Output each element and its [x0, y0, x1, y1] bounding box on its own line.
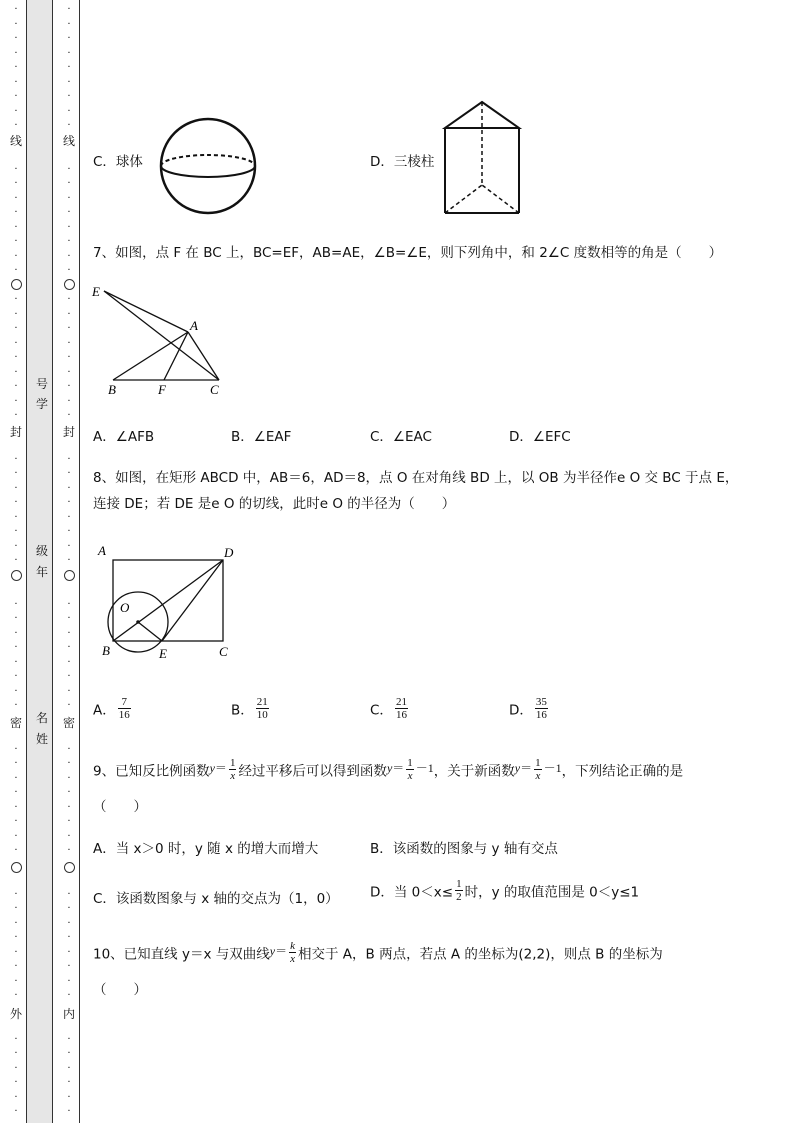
margin-dot: · [67, 555, 71, 566]
q9-option-d-fraction: $\frac{1}{2}$ [456, 878, 462, 903]
right-mark-circle [64, 279, 75, 290]
margin-dot: · [14, 207, 18, 218]
margin-dot: · [67, 1077, 71, 1088]
margin-dot: · [14, 540, 18, 552]
margin-dot: · [67, 1062, 71, 1074]
margin-dot: · [14, 33, 18, 44]
margin-dot: · [14, 1091, 18, 1103]
margin-dot: · [14, 47, 18, 59]
margin-dot: · [67, 482, 71, 494]
margin-dot: · [67, 250, 71, 262]
q8-label-a: A [98, 543, 106, 558]
q8-option-b-den: 10 [256, 709, 268, 721]
left-mark-circle [11, 570, 22, 581]
q8-option-d-fraction [535, 696, 548, 721]
margin-dot: · [67, 323, 71, 334]
q8-option-a-label: A． [93, 702, 116, 719]
margin-dot: · [14, 613, 18, 624]
margin-dot: · [14, 91, 18, 102]
margin-dot: · [67, 671, 71, 682]
q8-option-a [93, 696, 133, 721]
q8-figure [94, 540, 242, 664]
margin-dot: · [14, 221, 18, 233]
margin-dot: · [67, 236, 71, 247]
q9-formula-3: y＝ $\frac{1}{x}$ －1 [514, 757, 562, 782]
q6-option-d: D．三棱柱 [370, 154, 435, 170]
margin-dot: · [67, 816, 71, 827]
margin-dot: · [67, 4, 71, 15]
margin-dot: · [14, 526, 18, 537]
margin-dot: · [67, 468, 71, 479]
margin-dot: · [14, 482, 18, 494]
margin-dot: · [67, 656, 71, 668]
q8-text-line2: 连接 DE；若 DE 是e O 的切线，此时e O 的半径为（ ） [93, 496, 456, 512]
q7-label-c: C [210, 382, 219, 397]
margin-dot: · [67, 801, 71, 813]
margin-dot: · [14, 845, 18, 856]
margin-dot: · [67, 685, 71, 697]
margin-dot: · [67, 47, 71, 59]
margin-dot: · [67, 410, 71, 421]
margin-dot: · [14, 990, 18, 1001]
margin-dot: · [14, 250, 18, 262]
margin-dot: · [67, 192, 71, 204]
q10-formula: y＝ $\frac{k}{x}$ [269, 940, 295, 965]
margin-dot: · [67, 758, 71, 769]
margin-dot: · [67, 540, 71, 552]
margin-dot: · [67, 91, 71, 102]
q9-suffix: ，下列结论正确的是 [561, 763, 684, 780]
field-hao: 号 [35, 377, 48, 391]
margin-dot: · [67, 308, 71, 320]
margin-dot: · [67, 18, 71, 30]
q8-text-line1: 8、如图，在矩形 ABCD 中，AB＝6，AD＝8，点 O 在对角线 BD 上，以 OB 为半径作e O 交 BC 于点 E， [93, 470, 739, 486]
margin-dot: · [14, 932, 18, 943]
margin-dot: · [14, 366, 18, 378]
margin-dot: · [14, 888, 18, 900]
margin-dot: · [14, 453, 18, 465]
margin-dot: · [67, 1091, 71, 1103]
q9-paren: （ ） [93, 799, 147, 815]
q8-option-d [509, 696, 550, 721]
q7-option-c: C．∠EAC [370, 429, 432, 445]
field-xue: 学 [35, 397, 48, 411]
margin-dot: · [14, 381, 18, 392]
q7-label-b: B [108, 382, 116, 397]
margin-dot: · [67, 1033, 71, 1045]
margin-dot: · [67, 598, 71, 610]
q9-option-d-prefix: D．当 0＜x≤ [370, 884, 454, 901]
margin-dot: · [67, 1106, 71, 1117]
right-mark-circle [64, 570, 75, 581]
margin-dot: · [14, 323, 18, 334]
margin-dot: · [14, 671, 18, 682]
margin-dot: · [67, 381, 71, 392]
margin-dot: · [67, 294, 71, 305]
q8-option-a-fraction [118, 696, 131, 721]
margin-dot: · [67, 511, 71, 523]
q8-option-d-den: 16 [535, 709, 547, 721]
q9-formula-2: y＝ $\frac{1}{x}$ －1 [386, 757, 434, 782]
margin-dot: · [14, 917, 18, 929]
field-xing: 姓 [35, 732, 48, 746]
q7-label-e: E [92, 284, 100, 299]
margin-dot: · [67, 975, 71, 987]
right-mark-nei: 内 [62, 1007, 75, 1021]
margin-dot: · [14, 975, 18, 987]
q8-option-c-num: 21 [395, 696, 407, 708]
margin-dot: · [67, 917, 71, 929]
margin-dot: · [67, 903, 71, 914]
margin-dot: · [67, 961, 71, 972]
margin-dot: · [14, 758, 18, 769]
margin-dot: · [67, 62, 71, 73]
margin-dot: · [14, 1077, 18, 1088]
q10-prefix: 10、已知直线 y＝x 与双曲线 [93, 946, 270, 963]
margin-dot: · [67, 700, 71, 711]
margin-dot: · [14, 772, 18, 784]
margin-dot: · [14, 903, 18, 914]
q10-paren: （ ） [93, 982, 147, 998]
right-mark-xian: 线 [62, 134, 75, 148]
margin-dot: · [67, 627, 71, 639]
q9-option-d [370, 878, 639, 903]
margin-dot: · [67, 395, 71, 407]
left-mark-mi: 密 [9, 716, 22, 730]
margin-dot: · [67, 366, 71, 378]
margin-dot: · [14, 627, 18, 639]
margin-dot: · [14, 410, 18, 421]
margin-dot: · [14, 468, 18, 479]
q8-option-c-den: 16 [395, 709, 407, 721]
q8-label-o: O [120, 600, 130, 615]
margin-dot: · [14, 1033, 18, 1045]
q8-label-d: D [224, 545, 234, 560]
q9-mid1: 经过平移后可以得到函数 [238, 763, 387, 780]
field-nian: 年 [35, 565, 48, 579]
margin-dot: · [67, 265, 71, 276]
q7-label-f: F [158, 382, 166, 397]
margin-dot: · [67, 207, 71, 218]
margin-dot: · [14, 4, 18, 15]
q8-option-d-num: 35 [535, 696, 547, 708]
margin-dot: · [14, 178, 18, 189]
margin-dot: · [67, 178, 71, 189]
sphere-figure [158, 117, 260, 217]
margin-dot: · [14, 1062, 18, 1074]
q9-option-b: B．该函数的图象与 y 轴有交点 [370, 841, 558, 857]
margin-dot: · [67, 221, 71, 233]
margin-dot: · [14, 743, 18, 755]
margin-dot: · [14, 76, 18, 88]
margin-dot: · [14, 830, 18, 842]
margin-dot: · [67, 990, 71, 1001]
q7-text: 7、如图，点 F 在 BC 上，BC=EF，AB=AE，∠B=∠E，则下列角中，和 2∠C 度数相等的角是（ ） [93, 245, 723, 261]
field-ming: 名 [35, 711, 48, 725]
left-mark-circle [11, 279, 22, 290]
margin-dot: · [14, 352, 18, 363]
margin-dot: · [14, 1048, 18, 1059]
margin-dot: · [67, 453, 71, 465]
q8-option-c [370, 696, 410, 721]
q9-mid2: ，关于新函数 [433, 763, 515, 780]
margin-dot: · [14, 685, 18, 697]
margin-dot: · [14, 308, 18, 320]
q7-option-b: B．∠EAF [231, 429, 292, 445]
margin-dot: · [67, 830, 71, 842]
field-ji: 级 [35, 544, 48, 558]
left-mark-feng: 封 [9, 425, 22, 439]
margin-dot: · [14, 192, 18, 204]
left-mark-wai: 外 [9, 1007, 22, 1021]
margin-dot: · [67, 743, 71, 755]
margin-dot: · [14, 642, 18, 653]
q7-option-d: D．∠EFC [509, 429, 571, 445]
q8-option-d-label: D． [509, 702, 533, 719]
q8-option-b [231, 696, 271, 721]
right-mark-circle [64, 862, 75, 873]
margin-dot: · [14, 105, 18, 117]
margin-dot: · [14, 265, 18, 276]
q9-formula-1: y＝ $\frac{1}{x}$ [209, 757, 236, 782]
right-mark-mi: 密 [62, 716, 75, 730]
margin-dot: · [67, 105, 71, 117]
margin-dot: · [14, 18, 18, 30]
margin-dot: · [67, 526, 71, 537]
q8-label-c: C [219, 644, 228, 659]
q7-label-a: A [190, 318, 198, 333]
q8-option-b-label: B． [231, 702, 254, 719]
margin-dot: · [67, 642, 71, 653]
margin-dot: · [67, 613, 71, 624]
margin-dot: · [67, 120, 71, 131]
margin-dot: · [14, 801, 18, 813]
margin-dot: · [67, 772, 71, 784]
q8-label-b: B [102, 643, 110, 658]
margin-dot: · [14, 555, 18, 566]
margin-dot: · [14, 656, 18, 668]
margin-dot: · [67, 163, 71, 175]
margin-dot: · [14, 511, 18, 523]
margin-dot: · [14, 395, 18, 407]
margin-dot: · [67, 76, 71, 88]
margin-dot: · [67, 497, 71, 508]
margin-dot: · [14, 700, 18, 711]
margin-dot: · [14, 294, 18, 305]
margin-dot: · [67, 337, 71, 349]
margin-dot: · [67, 33, 71, 44]
q10-suffix: 相交于 A，B 两点，若点 A 的坐标为(2,2)，则点 B 的坐标为 [297, 946, 663, 963]
binding-strip [26, 0, 53, 1123]
q8-label-e: E [159, 646, 167, 661]
margin-dot: · [14, 946, 18, 958]
margin-dot: · [67, 845, 71, 856]
margin-dot: · [67, 1048, 71, 1059]
margin-dot: · [14, 961, 18, 972]
margin-dot: · [67, 946, 71, 958]
triangular-prism-figure [440, 98, 525, 218]
right-mark-feng: 封 [62, 425, 75, 439]
q9-text [93, 757, 683, 782]
margin-dot: · [67, 352, 71, 363]
margin-dot: · [67, 787, 71, 798]
q10-text [93, 940, 663, 965]
margin-dot: · [67, 932, 71, 943]
binding-rule [79, 0, 80, 1123]
margin-dot: · [14, 787, 18, 798]
q7-option-a: A．∠AFB [93, 429, 155, 445]
q8-option-c-fraction [395, 696, 408, 721]
q8-option-b-num: 21 [256, 696, 268, 708]
margin-dot: · [14, 163, 18, 175]
margin-dot: · [14, 598, 18, 610]
q9-option-c: C．该函数图象与 x 轴的交点为（1，0） [93, 891, 339, 907]
margin-dot: · [14, 120, 18, 131]
margin-dot: · [14, 337, 18, 349]
margin-dot: · [14, 62, 18, 73]
margin-dot: · [14, 1106, 18, 1117]
q9-option-a: A．当 x＞0 时，y 随 x 的增大而增大 [93, 841, 319, 857]
left-mark-circle [11, 862, 22, 873]
q6-option-c: C．球体 [93, 154, 143, 170]
q9-option-d-suffix: 时，y 的取值范围是 0＜y≤1 [464, 884, 640, 901]
q9-prefix: 9、已知反比例函数 [93, 763, 210, 780]
margin-dot: · [67, 888, 71, 900]
q7-figure [88, 282, 228, 400]
margin-dot: · [14, 497, 18, 508]
q8-option-a-den: 16 [118, 709, 130, 721]
margin-dot: · [14, 236, 18, 247]
margin-dot: · [14, 816, 18, 827]
q8-option-b-fraction [256, 696, 269, 721]
q8-option-c-label: C． [370, 702, 393, 719]
q8-option-a-num: 7 [118, 696, 131, 709]
left-mark-xian: 线 [9, 134, 22, 148]
